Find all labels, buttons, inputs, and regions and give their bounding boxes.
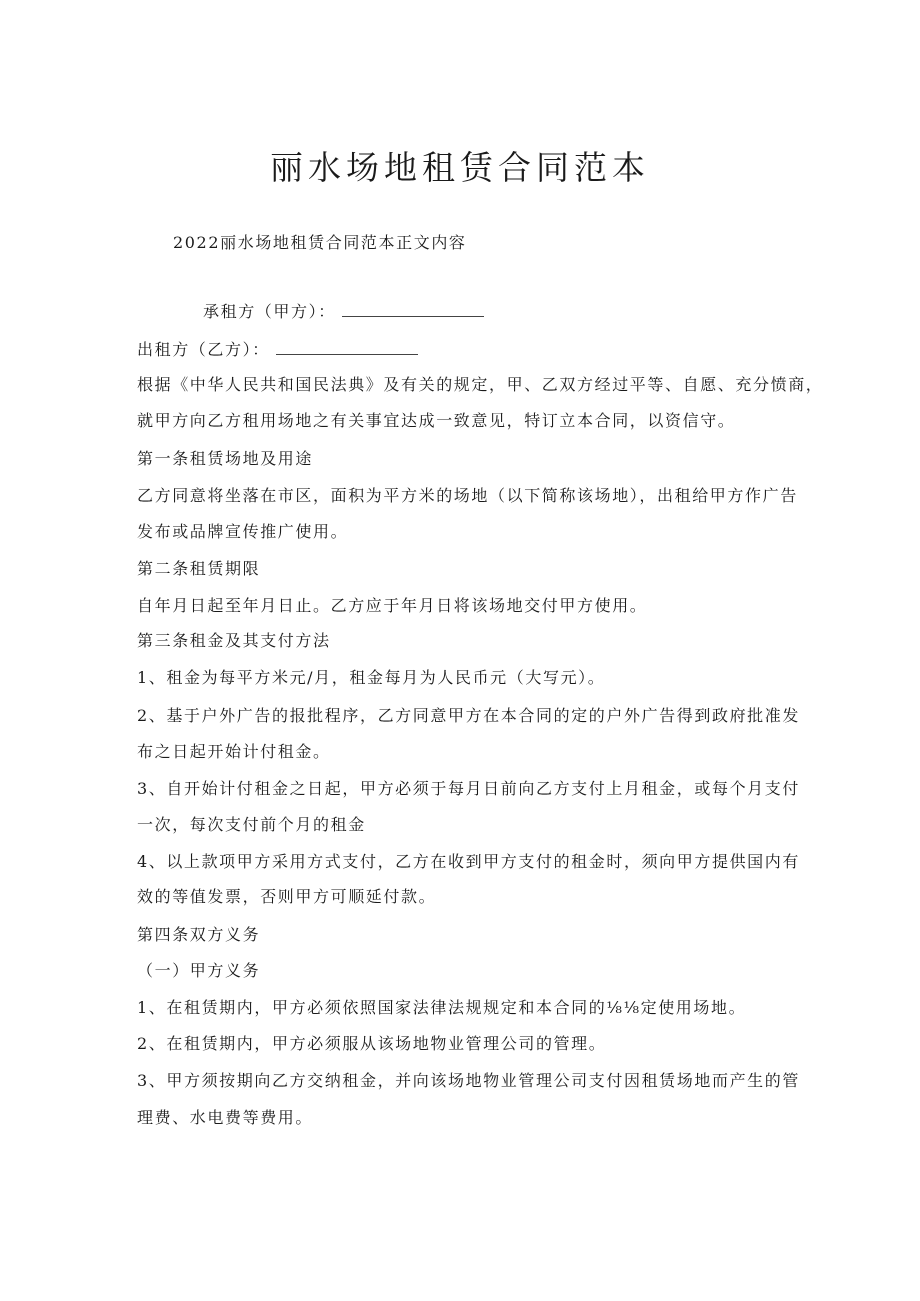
paragraph-line: 发布或品牌宣传推广使用。	[137, 522, 349, 541]
party-b-label: 出租方（乙方）：	[137, 340, 270, 359]
party-a-label: 承租方（甲方）：	[203, 302, 336, 321]
paragraph-line: 理费、水电费等费用。	[137, 1108, 314, 1127]
party-b-blank	[276, 340, 418, 355]
paragraph-line: 2、基于户外广告的报批程序，乙方同意甲方在本合同的定的户外广告得到政府批准发	[137, 706, 800, 725]
paragraph-line: 自年月日起至年月日止。乙方应于年月日将该场地交付甲方使用。	[137, 596, 648, 615]
paragraph-line: 就甲方向乙方租用场地之有关事宜达成一致意见，特订立本合同，以资信守。	[137, 411, 736, 430]
paragraph-line: 2、在租赁期内，甲方必须服从该场地物业管理公司的管理。	[137, 1034, 607, 1053]
document-subtitle: 2022丽水场地租赁合同范本正文内容	[173, 233, 467, 252]
paragraph-line: 一次，每次支付前个月的租金	[137, 815, 366, 834]
party-a-line	[203, 301, 853, 323]
section-heading: 第一条租赁场地及用途	[137, 449, 314, 468]
paragraph-line: 1、在租赁期内，甲方必须依照国家法律法规规定和本合同的⅛⅛定使用场地。	[137, 998, 747, 1017]
paragraph-line: 布之日起开始计付租金。	[137, 742, 331, 761]
paragraph-line: 效的等值发票，否则甲方可顺延付款。	[137, 887, 437, 906]
paragraph-line: 3、自开始计付租金之日起，甲方必须于每月日前向乙方支付上月租金，或每个月支付	[137, 779, 800, 798]
paragraph-line: 4、以上款项甲方采用方式支付，乙方在收到甲方支付的租金时，须向甲方提供国内有	[137, 852, 800, 871]
paragraph-line: 3、甲方须按期向乙方交纳租金，并向该场地物业管理公司支付因租赁场地而产生的管	[137, 1071, 800, 1090]
section-heading: 第四条双方义务	[137, 925, 261, 944]
paragraph-line: 乙方同意将坐落在市区，面积为平方米的场地（以下简称该场地），出租给甲方作广告	[137, 486, 798, 505]
party-b-line	[137, 339, 787, 361]
paragraph-line: 根据《中华人民共和国民法典》及有关的规定，甲、乙双方经过平等、自愿、充分愤商，	[137, 375, 824, 394]
paragraph-line: 1、租金为每平方米元/月，租金每月为人民币元（大写元）。	[137, 668, 606, 687]
section-heading: 第二条租赁期限	[137, 559, 261, 578]
party-a-blank	[342, 302, 484, 317]
section-heading: 第三条租金及其支付方法	[137, 631, 331, 650]
subsection-heading: （一）甲方义务	[137, 961, 261, 980]
document-title: 丽水场地租赁合同范本	[270, 148, 650, 187]
